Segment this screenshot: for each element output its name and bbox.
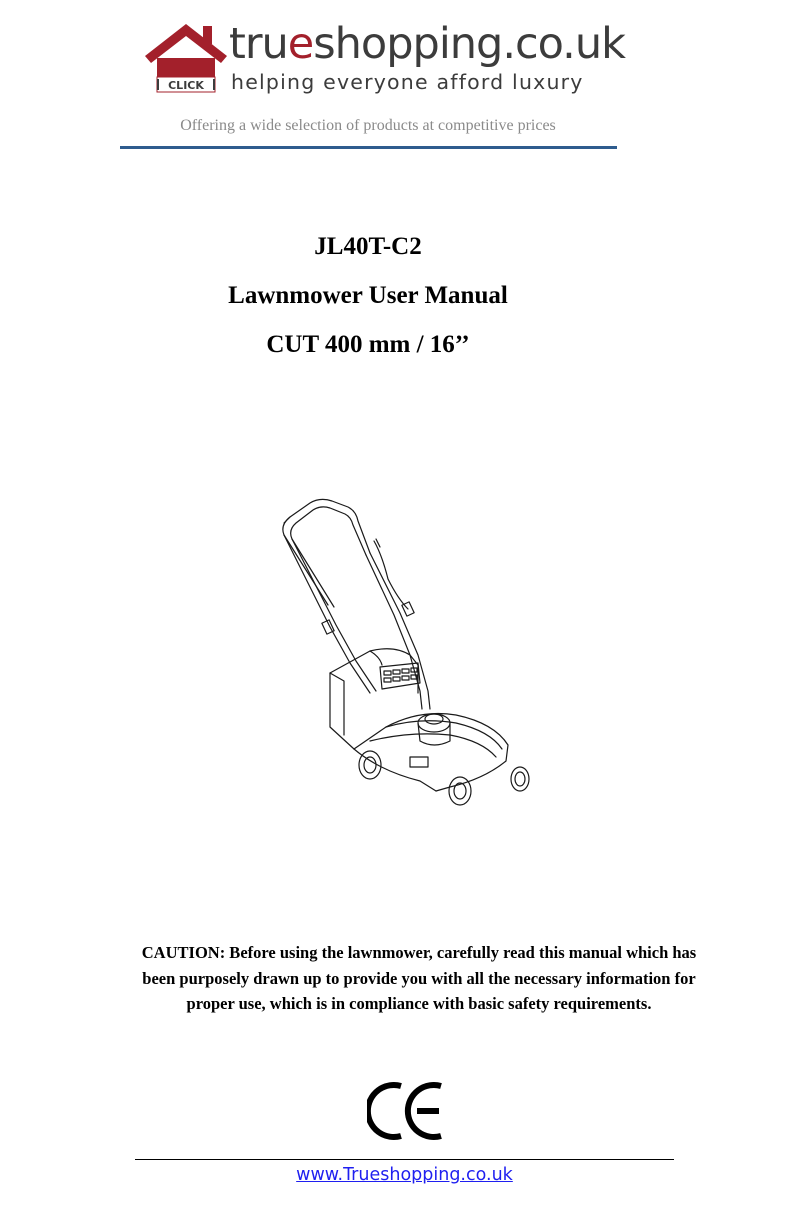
brand-header [0,0,808,160]
title-block [60,222,676,369]
logo-name-part2: shopping.co.uk [313,19,625,69]
caution-notice: CAUTION: Before using the lawnmower, carefully read this manual which has been purposely drawn up to provide you with all the necessary information for proper use, which is in compliance with basic safety requirements. [141,943,697,1013]
logo-name-accent: e [287,19,314,69]
footer-divider [135,1159,674,1160]
lawnmower-illustration [270,495,532,807]
document-title: Lawnmower User Manual [228,282,508,309]
logo-wordmark [229,14,625,74]
cut-title: CUT 400 mm / 16’’ [266,331,470,358]
logo-name-part1: tru [229,19,288,69]
website-link[interactable]: www.Trueshopping.co.uk [296,1165,513,1185]
offer-text: Offering a wide selection of products at competitive prices [180,117,556,134]
logo-badge-text: CLICK [168,79,204,92]
logo-tagline: helping everyone afford luxury [231,70,584,94]
ce-mark-icon [367,1080,445,1142]
header-divider [120,146,617,149]
house-logo-icon [143,22,229,94]
model-title: JL40T-C2 [314,233,422,260]
